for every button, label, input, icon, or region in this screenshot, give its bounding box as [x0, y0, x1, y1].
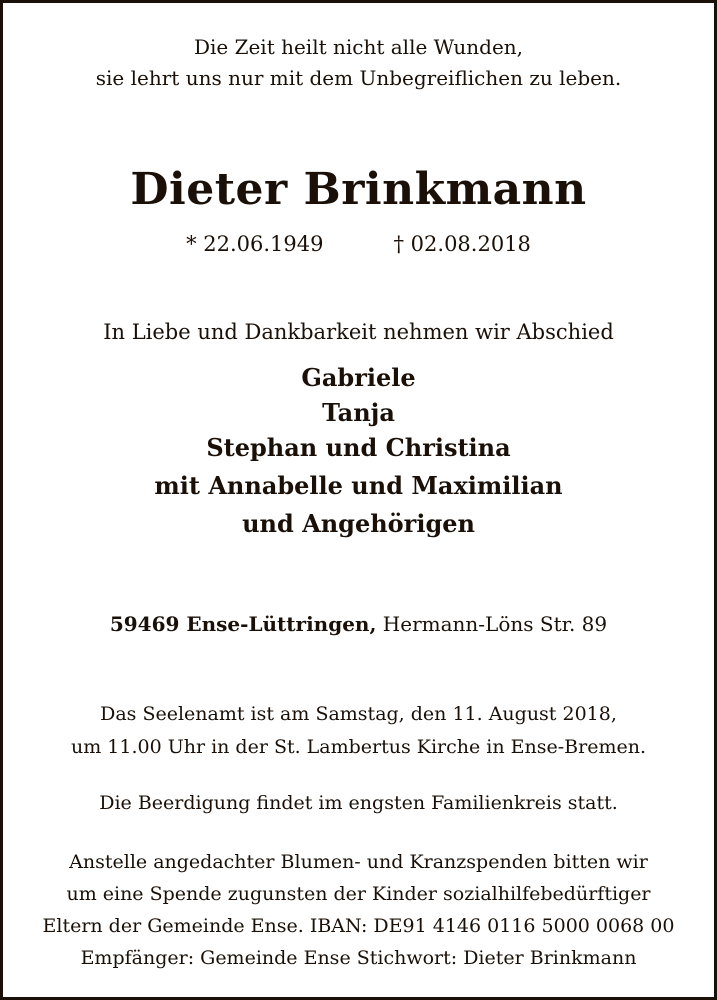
birth-date: * 22.06.1949 — [186, 232, 324, 256]
service-line-2: um 11.00 Uhr in der St. Lambertus Kirche in Ense-Bremen. — [70, 736, 647, 758]
donation-line-4: Empfänger: Gemeinde Ense Stichwort: Dieter Brinkmann — [80, 947, 637, 969]
donation-line-3: Eltern der Gemeinde Ense. IBAN: DE91 4146 0116 5000 0068 00 — [42, 915, 675, 937]
burial-note: Die Beerdigung findet im engsten Familienkreis statt. — [99, 792, 618, 814]
service-line-1: Das Seelenamt ist am Samstag, den 11. August 2018, — [100, 703, 617, 725]
donation-line-1: Anstelle angedachter Blumen- und Kranzspenden bitten wir — [69, 851, 648, 873]
farewell-text: In Liebe und Dankbarkeit nehmen wir Abschied — [103, 320, 614, 344]
death-date: † 02.08.2018 — [393, 232, 531, 256]
quote-line-1: Die Zeit heilt nicht alle Wunden, — [193, 35, 524, 59]
address-street: Hermann-Löns Str. 89 — [382, 612, 608, 636]
donation-line-2: um eine Spende zugunsten der Kinder sozialhilfebedürftiger — [66, 883, 651, 905]
quote-line-2: sie lehrt uns nur mit dem Unbegreiflichen zu leben. — [95, 66, 622, 90]
mourner-name: Gabriele — [301, 363, 416, 392]
life-dates — [3, 232, 714, 256]
mourner-name: Tanja — [322, 398, 395, 427]
deceased-name: Dieter Brinkmann — [130, 164, 587, 215]
mourner-name: mit Annabelle und Maximilian — [154, 471, 563, 500]
mourner-name: Stephan und Christina — [206, 433, 511, 462]
mourner-name: und Angehörigen — [242, 509, 475, 538]
family-address — [3, 612, 714, 636]
address-city: 59469 Ense-Lüttringen, — [109, 612, 377, 636]
